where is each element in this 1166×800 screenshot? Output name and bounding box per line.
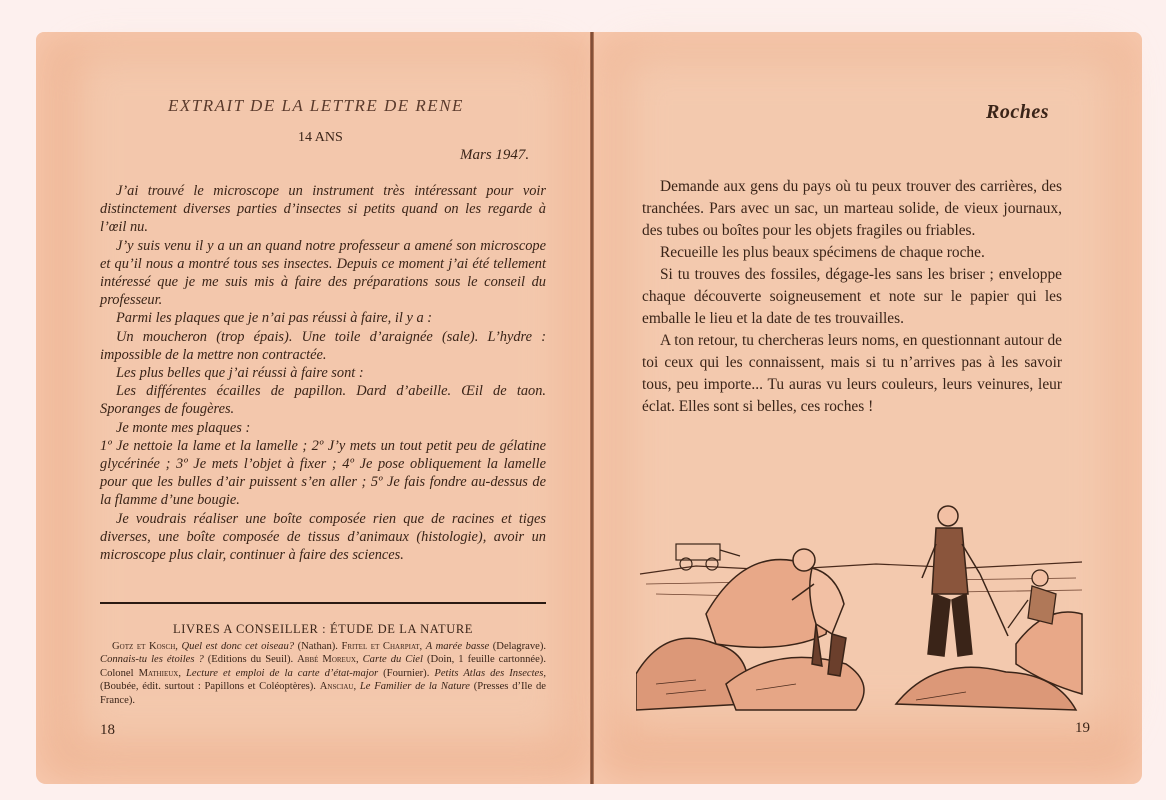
books-section-title: LIVRES A CONSEILLER : ÉTUDE DE LA NATURE bbox=[172, 622, 474, 636]
letter-paragraph: Les différentes écailles de papillon. Dard d’abeille. Œil de taon. Sporanges de fougères. bbox=[100, 383, 546, 418]
book-title: Quel est donc cet oiseau? bbox=[181, 641, 295, 652]
letter-date: Mars 1947. bbox=[460, 147, 530, 163]
page-number-left: 18 bbox=[100, 722, 115, 738]
book-author: Ansciau, bbox=[319, 681, 357, 693]
body-paragraph: Demande aux gens du pays où tu peux trouver des carrières, des tranchées. Pars avec un sac, un marteau solide, de vieux journaux, des tubes ou boîtes pour les objets fragiles ou friables. bbox=[642, 178, 1062, 239]
letter-paragraph: Parmi les plaques que je n’ai pas réussi à faire, il y a : bbox=[116, 310, 433, 327]
letter-paragraph: 1º Je nettoie la lame et la lamelle ; 2º J’y mets un tout petit peu de gélatine glycérinée ; 3º Je mets l’objet à fixer ; 4º Je pose obliquement la lamelle pour que les bulles d’air puissent s’en aller ; 5º Je fais fondre au-dessus de la flamme d’une bougie. bbox=[100, 437, 546, 509]
book-publisher: (Boubée, édit. surtout : Papillons et Coléoptères). bbox=[100, 681, 316, 693]
book-author: Mathieux, bbox=[138, 667, 181, 679]
body-paragraph: A ton retour, tu chercheras leurs noms, en questionnant autour de toi ceux qui les connaissent, mais si tu n’arrives pas à les savoir tous, peu importe... Tu auras vu leurs couleurs, leurs veinures, leur éclat. Elles sont si belles, ces roches ! bbox=[642, 332, 1062, 415]
book-author: Abbé Moreux, bbox=[297, 654, 359, 666]
letter-paragraph: Un moucheron (trop épais). Une toile d’araignée (sale). L’hydre : impossible de la mettre non contractée. bbox=[100, 328, 546, 363]
letter-paragraph: J’y suis venu il y a un an quand notre professeur a amené son microscope et qu’il nous a montré tous ses insectes. Depuis ce moment j’ai été tellement intéressé que je me suis mis à faire des préparations sous le conseil du professeur. bbox=[100, 237, 546, 309]
letter-paragraph: Je voudrais réaliser une boîte composée rien que de racines et tiges diverses, une boîte composée de tissus d’animaux (histologie), avoir un microscope plus clair, continuer à faire des sciences. bbox=[100, 510, 546, 564]
book-publisher: (Delagrave). bbox=[492, 641, 547, 652]
book-title: Connais-tu les étoiles ? bbox=[100, 654, 204, 666]
chapter-body bbox=[642, 176, 1062, 418]
book-publisher: (Editions du Seuil). bbox=[207, 654, 294, 666]
book-title: Carte du Ciel bbox=[362, 654, 423, 666]
letter-paragraph: J’ai trouvé le microscope un instrument très intéressant pour voir distinctement diverses parties d’insectes si petits quand on les regarde à l’œil nu. bbox=[100, 183, 546, 236]
page-number-right: 19 bbox=[1075, 720, 1090, 736]
letter-body bbox=[100, 182, 546, 564]
letter-paragraph: Les plus belles que j’ai réussi à faire sont : bbox=[116, 365, 364, 382]
book-title: Le Familier de la Nature bbox=[359, 681, 470, 693]
book-publisher: (Fournier). bbox=[383, 667, 430, 679]
book-gutter bbox=[590, 32, 594, 784]
book-publisher: (Doin, 1 feuille cartonnée). Colonel bbox=[100, 654, 546, 679]
book-title: Lecture et emploi de la carte d’état-major bbox=[186, 667, 379, 679]
book-title: A marée basse bbox=[425, 641, 490, 652]
book-publisher: (Nathan). bbox=[297, 641, 338, 652]
books-list bbox=[100, 640, 546, 707]
letter-author-age: 14 ANS bbox=[298, 130, 343, 145]
letter-paragraph: Je monte mes plaques : bbox=[116, 419, 251, 436]
body-paragraph: Recueille les plus beaux spécimens de chaque roche. bbox=[660, 244, 985, 261]
book-author: Fritel et Charpiat, bbox=[341, 641, 423, 652]
section-divider bbox=[100, 602, 546, 604]
book-author: Gotz et Kosch, bbox=[112, 641, 178, 652]
book-publisher: (Presses d’Ile de France). bbox=[100, 681, 546, 706]
chapter-heading: Roches bbox=[986, 101, 1049, 123]
book-title: Petits Atlas des Insectes, bbox=[434, 667, 547, 679]
body-paragraph: Si tu trouves des fossiles, dégage-les sans les briser ; enveloppe chaque découverte soigneusement et note sur le papier qui les emballe le lieu et la date de tes trouvailles. bbox=[642, 266, 1062, 327]
rock-collecting-illustration bbox=[636, 504, 1086, 714]
letter-title: EXTRAIT DE LA LETTRE DE RENE bbox=[168, 96, 464, 115]
